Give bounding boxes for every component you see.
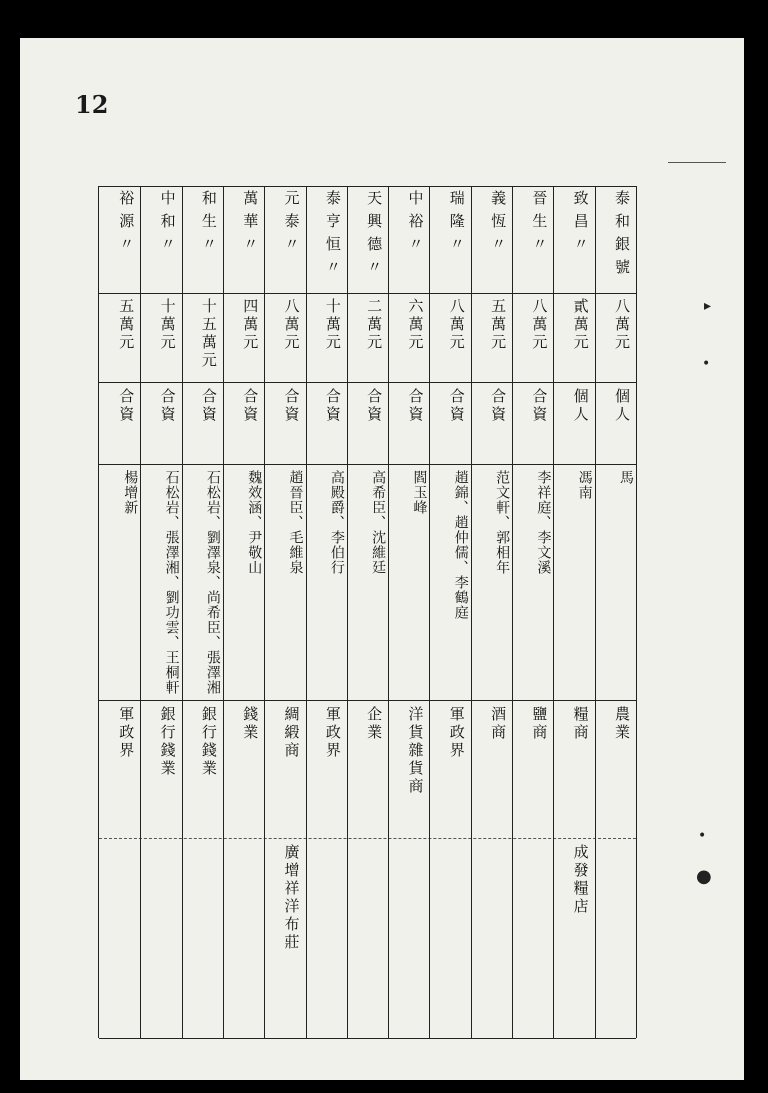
ledger-table [98,186,637,1038]
cell-capital: 十萬元 [158,298,177,352]
cell-capital: 八萬元 [447,298,466,352]
cell-type: 合資 [530,388,549,424]
cell-business: 鹽商 [530,706,549,742]
cell-business: 洋貨雜貨商 [406,706,425,796]
cell-business: 農業 [612,706,631,742]
cell-type: 合資 [117,388,136,424]
cell-name: 和生〃 [199,190,218,259]
cell-name: 瑞隆〃 [447,190,466,259]
cell-capital: 六萬元 [406,298,425,352]
margin-mark [668,162,726,163]
cell-remark [184,844,221,1034]
speck-mark: ● [696,866,712,887]
column-rule [512,186,513,1038]
cell-name: 晉生〃 [530,190,549,259]
column-rule [388,186,389,1038]
column-rule [347,186,348,1038]
cell-remark: 廣增祥洋布莊 [282,844,301,952]
cell-capital: 五萬元 [117,298,136,352]
cell-type: 合資 [406,388,425,424]
cell-business: 軍政界 [323,706,342,760]
cell-name: 裕源〃 [117,190,136,259]
document-page [20,38,744,1080]
table-rule [99,382,636,383]
cell-name: 義恆〃 [489,190,508,259]
column-rule [264,186,265,1038]
column-rule [306,186,307,1038]
table-rule [99,1038,636,1039]
cell-remark [142,844,179,1034]
cell-capital: 貳萬元 [571,298,590,352]
cell-people: 馬 [617,470,634,485]
column-rule [471,186,472,1038]
cell-remark [308,844,345,1034]
cell-name: 泰和銀號 [612,190,631,282]
column-rule [429,186,430,1038]
cell-type: 合資 [365,388,384,424]
cell-people: 范文軒、郭相年 [494,470,511,575]
cell-remark [101,844,138,1034]
cell-people: 石松岩、劉澤泉、尚希臣、張澤湘 [204,470,221,695]
cell-name: 天興德〃 [365,190,384,282]
cell-business: 銀行錢業 [199,706,218,778]
cell-people: 楊增新 [122,470,139,515]
cell-remark [431,844,468,1034]
column-rule [140,186,141,1038]
cell-people: 趙錦、趙仲儒、李鶴庭 [452,470,469,620]
cell-people: 高希臣、沈維廷 [370,470,387,575]
column-rule [223,186,224,1038]
table-rule [99,464,636,465]
table-rule [99,186,636,187]
cell-name: 泰亨恒〃 [323,190,342,282]
column-rule [595,186,596,1038]
cell-name: 萬華〃 [241,190,260,259]
cell-business: 企業 [365,706,384,742]
cell-business: 軍政界 [117,706,136,760]
cell-business: 糧商 [571,706,590,742]
cell-business: 錢業 [241,706,260,742]
cell-type: 個人 [571,388,590,424]
cell-people: 閻玉峰 [411,470,428,515]
speck-mark: • [702,356,711,372]
cell-name: 元泰〃 [282,190,301,259]
cell-capital: 二萬元 [365,298,384,352]
cell-people: 高殿爵、李伯行 [328,470,345,575]
cell-capital: 八萬元 [282,298,301,352]
cell-type: 合資 [158,388,177,424]
cell-capital: 五萬元 [489,298,508,352]
cell-people: 石松岩、張澤湘、劉功雲、王桐軒 [163,470,180,695]
cell-capital: 四萬元 [241,298,260,352]
cell-type: 合資 [282,388,301,424]
cell-capital: 十萬元 [323,298,342,352]
table-rule [99,293,636,294]
cell-business: 銀行錢業 [158,706,177,778]
column-rule [553,186,554,1038]
cell-people: 趙晉臣、毛維泉 [287,470,304,575]
cell-people: 魏效涵、尹敬山 [246,470,263,575]
column-rule [182,186,183,1038]
cell-type: 合資 [199,388,218,424]
cell-business: 綢緞商 [282,706,301,760]
cell-name: 致昌〃 [571,190,590,259]
speck-mark: ▸ [704,298,712,314]
cell-remark [225,844,262,1034]
cell-name: 中裕〃 [406,190,425,259]
cell-remark [473,844,510,1034]
page-number: 12 [75,90,109,119]
cell-remark: 成發糧店 [571,844,590,916]
cell-remark [514,844,551,1034]
speck-mark: • [698,828,707,844]
cell-type: 合資 [323,388,342,424]
cell-remark [390,844,427,1034]
cell-capital: 八萬元 [612,298,631,352]
cell-remark [597,844,634,1034]
cell-capital: 八萬元 [530,298,549,352]
table-rule [99,838,636,839]
cell-people: 李祥庭、李文溪 [535,470,552,575]
cell-type: 合資 [447,388,466,424]
cell-type: 個人 [612,388,631,424]
table-rule [99,700,636,701]
cell-name: 中和〃 [158,190,177,259]
cell-capital: 十五萬元 [199,298,218,370]
cell-type: 合資 [489,388,508,424]
cell-type: 合資 [241,388,260,424]
cell-business: 酒商 [489,706,508,742]
cell-people: 馮南 [576,470,593,500]
cell-remark [349,844,386,1034]
cell-business: 軍政界 [447,706,466,760]
